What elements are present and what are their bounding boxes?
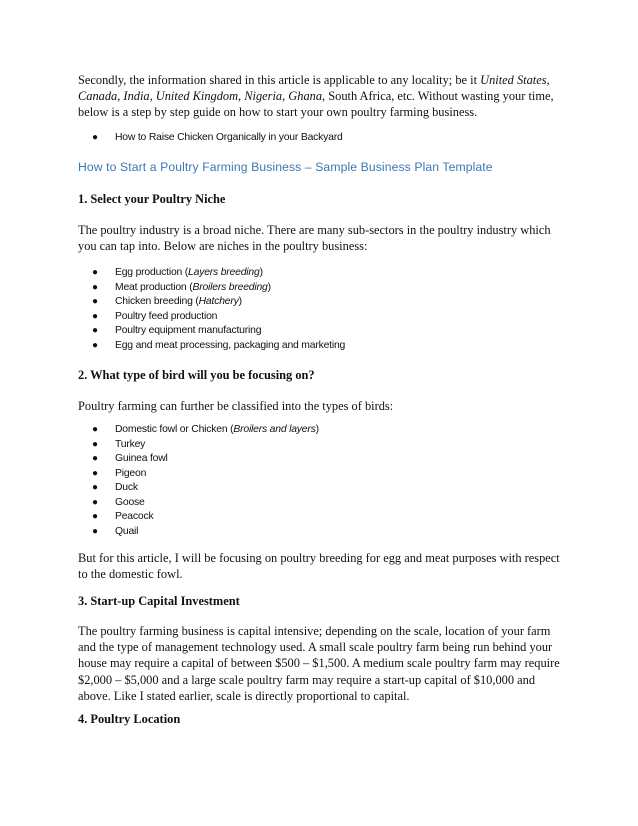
bullet-icon: ●: [92, 310, 98, 322]
bullet-icon: ●: [92, 132, 98, 143]
section2-paragraph: Poultry farming can further be classified into the types of birds:: [78, 399, 394, 413]
list-item-text: Guinea fowl: [115, 453, 168, 464]
intro-countries: United States, Canada, India, United Kingdom, Nigeria, Ghana: [78, 73, 550, 104]
list-item-emphasis: Layers breeding: [188, 267, 260, 278]
intro-text-end: , South Africa, etc. Without wasting your time, below is a step by step guide on how to start your own poultry farming business.: [78, 89, 554, 120]
list-item-text: Chicken breeding (: [115, 296, 199, 307]
list-item-text: Goose: [115, 496, 145, 508]
section-heading: 1. Select your Poultry Niche: [78, 192, 226, 206]
bullet-icon: ●: [92, 281, 98, 293]
list-item: [92, 324, 560, 339]
bullet-icon: ●: [92, 511, 98, 522]
list-item-text: Pigeon: [115, 467, 147, 479]
list-item: [92, 266, 560, 281]
list-item: [92, 295, 560, 310]
list-item-emphasis: Hatchery: [198, 296, 239, 307]
list-item: [92, 339, 560, 354]
bullet-icon: ●: [92, 339, 98, 351]
bullet-icon: ●: [92, 496, 98, 508]
list-item-text: Duck: [115, 482, 138, 493]
section-heading: 3. Start-up Capital Investment: [78, 594, 240, 608]
bullet-icon: ●: [92, 438, 98, 450]
list-item: [92, 310, 560, 325]
section-heading: 4. Poultry Location: [78, 712, 181, 726]
bullet-icon: ●: [92, 424, 98, 435]
section3-paragraph: The poultry farming business is capital intensive; depending on the scale, location of your farm and the type of management technology used. A small scale poultry farm being run behind your house may require a capital of between $500 – $1,500. A medium scale poultry farm may require $2,000 – $5,000 and a large scale poultry farm may require a start-up capital of $10,000 and above. Like I stated earlier, scale is directly proportional to capital.: [78, 624, 560, 703]
list-item: [92, 467, 560, 482]
list-item-text: Poultry equipment manufacturing: [115, 325, 262, 336]
related-link[interactable]: How to Raise Chicken Organically in your Backyard: [115, 132, 343, 143]
list-item-suffix: ): [315, 424, 319, 435]
list-item-text: Turkey: [115, 438, 146, 450]
bullet-icon: ●: [92, 325, 98, 336]
bullet-icon: ●: [92, 296, 98, 307]
list-item-text: Quail: [115, 525, 139, 537]
list-item-text: Poultry feed production: [115, 310, 218, 322]
bullet-icon: ●: [92, 482, 98, 493]
section2-after-paragraph: But for this article, I will be focusing on poultry breeding for egg and meat purposes with respect to the domestic fowl.: [78, 551, 560, 582]
list-item: [92, 438, 560, 453]
section1-paragraph: The poultry industry is a broad niche. There are many sub-sectors in the poultry industry which you can tap into. Below are niches in the poultry business:: [78, 223, 551, 254]
bullet-icon: ●: [92, 453, 98, 464]
list-item[interactable]: [92, 131, 560, 146]
list-item: [92, 452, 560, 467]
list-item-text: Egg and meat processing, packaging and marketing: [115, 339, 346, 351]
intro-paragraph: [78, 72, 560, 121]
bullet-icon: ●: [92, 267, 98, 278]
list-item-text: Egg production (: [115, 267, 189, 278]
bird-type-list: [78, 423, 560, 539]
list-item-emphasis: Broilers breeding: [192, 281, 268, 293]
list-item: [92, 423, 560, 438]
list-item-text: Domestic fowl or Chicken (: [115, 424, 234, 435]
list-item-text: Peacock: [115, 511, 154, 522]
list-item: [92, 510, 560, 525]
list-item: [92, 525, 560, 540]
section-heading: 2. What type of bird will you be focusing on?: [78, 368, 315, 382]
related-link-list: [78, 131, 560, 146]
list-item-suffix: ): [259, 267, 263, 278]
bullet-icon: ●: [92, 467, 98, 479]
list-item: [92, 496, 560, 511]
bullet-icon: ●: [92, 525, 98, 537]
list-item-text: Meat production (: [115, 281, 193, 293]
list-item-suffix: ): [238, 296, 242, 307]
list-item-emphasis: Broilers and layers: [233, 424, 316, 435]
list-item: [92, 481, 560, 496]
main-heading[interactable]: How to Start a Poultry Farming Business – Sample Business Plan Template: [78, 160, 493, 174]
list-item: [92, 281, 560, 296]
intro-text-start: Secondly, the information shared in this article is applicable to any locality; be it: [78, 73, 481, 87]
niche-list: [78, 266, 560, 353]
list-item-suffix: ): [267, 281, 271, 293]
